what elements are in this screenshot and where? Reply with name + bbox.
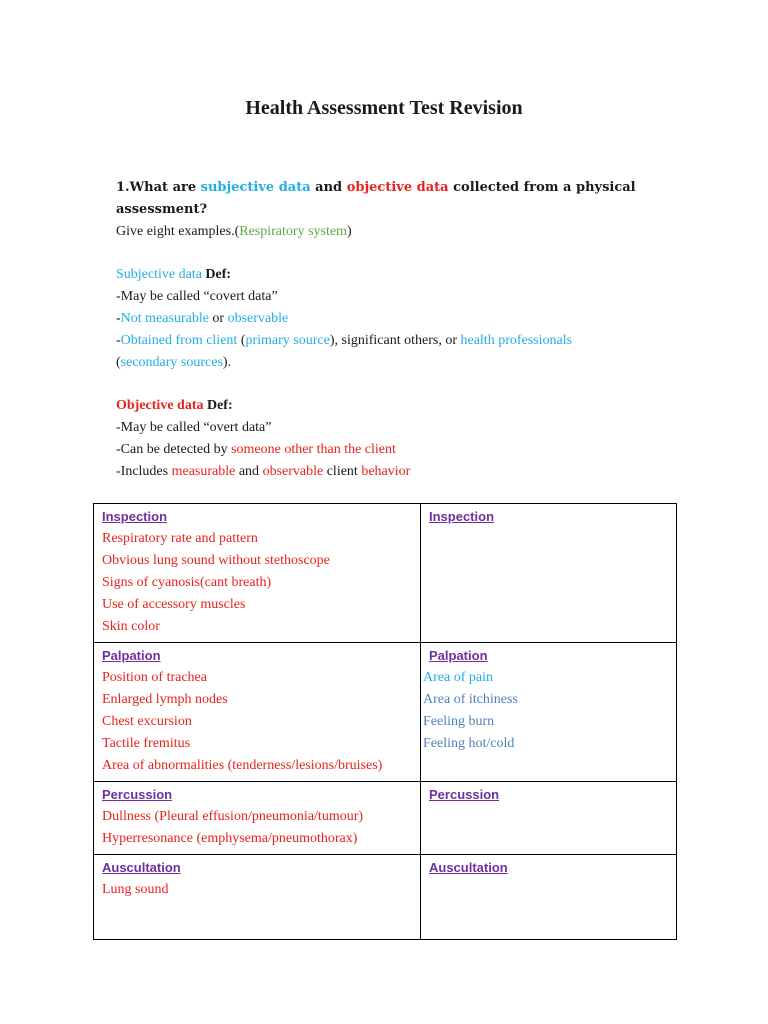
subjective-line-2 [116, 308, 676, 330]
left-cell [94, 504, 421, 643]
assessment-table [93, 503, 677, 940]
left-cell [94, 855, 421, 940]
obtained-from-client: Obtained from client [120, 333, 238, 348]
list-item: Area of pain [423, 670, 493, 685]
or: or [208, 311, 228, 326]
right-cell [421, 504, 677, 643]
left-heading: Auscultation [102, 860, 181, 875]
instruction-system: Respiratory system [239, 224, 347, 239]
measurable: measurable [171, 464, 236, 479]
objective-definition [116, 395, 676, 483]
list-item: Chest excursion [102, 714, 192, 729]
right-cell [421, 782, 677, 855]
observable: observable [262, 464, 324, 479]
question-subjective: subjective data [200, 180, 311, 195]
list-item: Tactile fremitus [102, 736, 191, 751]
question-prefix: 1.What are [116, 180, 201, 195]
list-item: Respiratory rate and pattern [102, 531, 258, 546]
left-items [102, 879, 412, 901]
right-heading: Palpation [429, 648, 488, 663]
objective-line-1: -May be called “overt data” [116, 420, 272, 435]
assessment-table-body [94, 504, 677, 940]
significant-others: ), significant others, or [329, 333, 461, 348]
left-items [102, 528, 412, 638]
list-item: Feeling burn [423, 714, 495, 729]
left-heading: Inspection [102, 509, 168, 524]
subjective-line-3 [116, 330, 676, 352]
question-suffix: collected from a physical assessment? [116, 180, 636, 217]
left-cell [94, 643, 421, 782]
objective-line-2 [116, 439, 676, 461]
left-heading: Palpation [102, 648, 161, 663]
not-measurable: Not measurable [120, 311, 209, 326]
right-cell [421, 643, 677, 782]
subjective-label: Subjective data [116, 267, 202, 282]
list-item: Signs of cyanosis(cant breath) [102, 575, 272, 590]
paren: ( [116, 355, 121, 370]
list-item: Area of abnormalities (tenderness/lesions/bruises) [102, 758, 383, 773]
objective-def-label: Def: [203, 398, 233, 413]
left-cell [94, 782, 421, 855]
question-and: and [310, 180, 347, 195]
instruction-suffix: ) [346, 224, 352, 239]
table-row [94, 504, 677, 643]
health-professionals: health professionals [460, 333, 573, 348]
right-items [423, 667, 668, 755]
left-heading: Percussion [102, 787, 173, 802]
observable: observable [227, 311, 289, 326]
right-heading: Auscultation [429, 860, 508, 875]
secondary-sources: secondary sources [120, 355, 223, 370]
table-row [94, 855, 677, 940]
list-item: Obvious lung sound without stethoscope [102, 553, 330, 568]
subjective-heading [116, 264, 676, 286]
primary-source: primary source [245, 333, 330, 348]
left-items [102, 667, 412, 777]
and: and [235, 464, 263, 479]
list-item: Enlarged lymph nodes [102, 692, 228, 707]
objective-heading [116, 395, 676, 417]
question-instruction [116, 221, 676, 243]
list-item: Skin color [102, 619, 160, 634]
dash: - [116, 333, 121, 348]
question-1 [116, 177, 676, 243]
list-item: Feeling hot/cold [423, 736, 515, 751]
paren-close: ). [222, 355, 232, 370]
detected-by: -Can be detected by [116, 442, 232, 457]
behavior: behavior [361, 464, 411, 479]
table-row [94, 643, 677, 782]
list-item: Dullness (Pleural effusion/pneumonia/tumour) [102, 809, 364, 824]
subjective-line-1: -May be called “covert data” [116, 289, 278, 304]
subjective-line-4 [116, 352, 676, 374]
table-row [94, 782, 677, 855]
subjective-def-label: Def: [201, 267, 232, 282]
question-text [116, 177, 676, 221]
list-item: Lung sound [102, 882, 169, 897]
list-item: Use of accessory muscles [102, 597, 246, 612]
page-title: Health Assessment Test Revision [245, 97, 523, 119]
includes: -Includes [116, 464, 172, 479]
objective-line-3 [116, 461, 676, 483]
right-cell [421, 855, 677, 940]
right-heading: Percussion [429, 787, 500, 802]
list-item: Hyperresonance (emphysema/pneumothorax) [102, 831, 358, 846]
objective-label: Objective data [116, 398, 204, 413]
right-heading: Inspection [429, 509, 495, 524]
subjective-definition [116, 264, 676, 374]
list-item: Area of itchiness [423, 692, 518, 707]
client: client [323, 464, 362, 479]
list-item: Position of trachea [102, 670, 207, 685]
dash: - [116, 311, 121, 326]
someone-other: someone other than the client [231, 442, 396, 457]
paren: ( [237, 333, 246, 348]
question-objective: objective data [346, 180, 449, 195]
instruction-prefix: Give eight examples.( [116, 224, 240, 239]
left-items [102, 806, 412, 850]
